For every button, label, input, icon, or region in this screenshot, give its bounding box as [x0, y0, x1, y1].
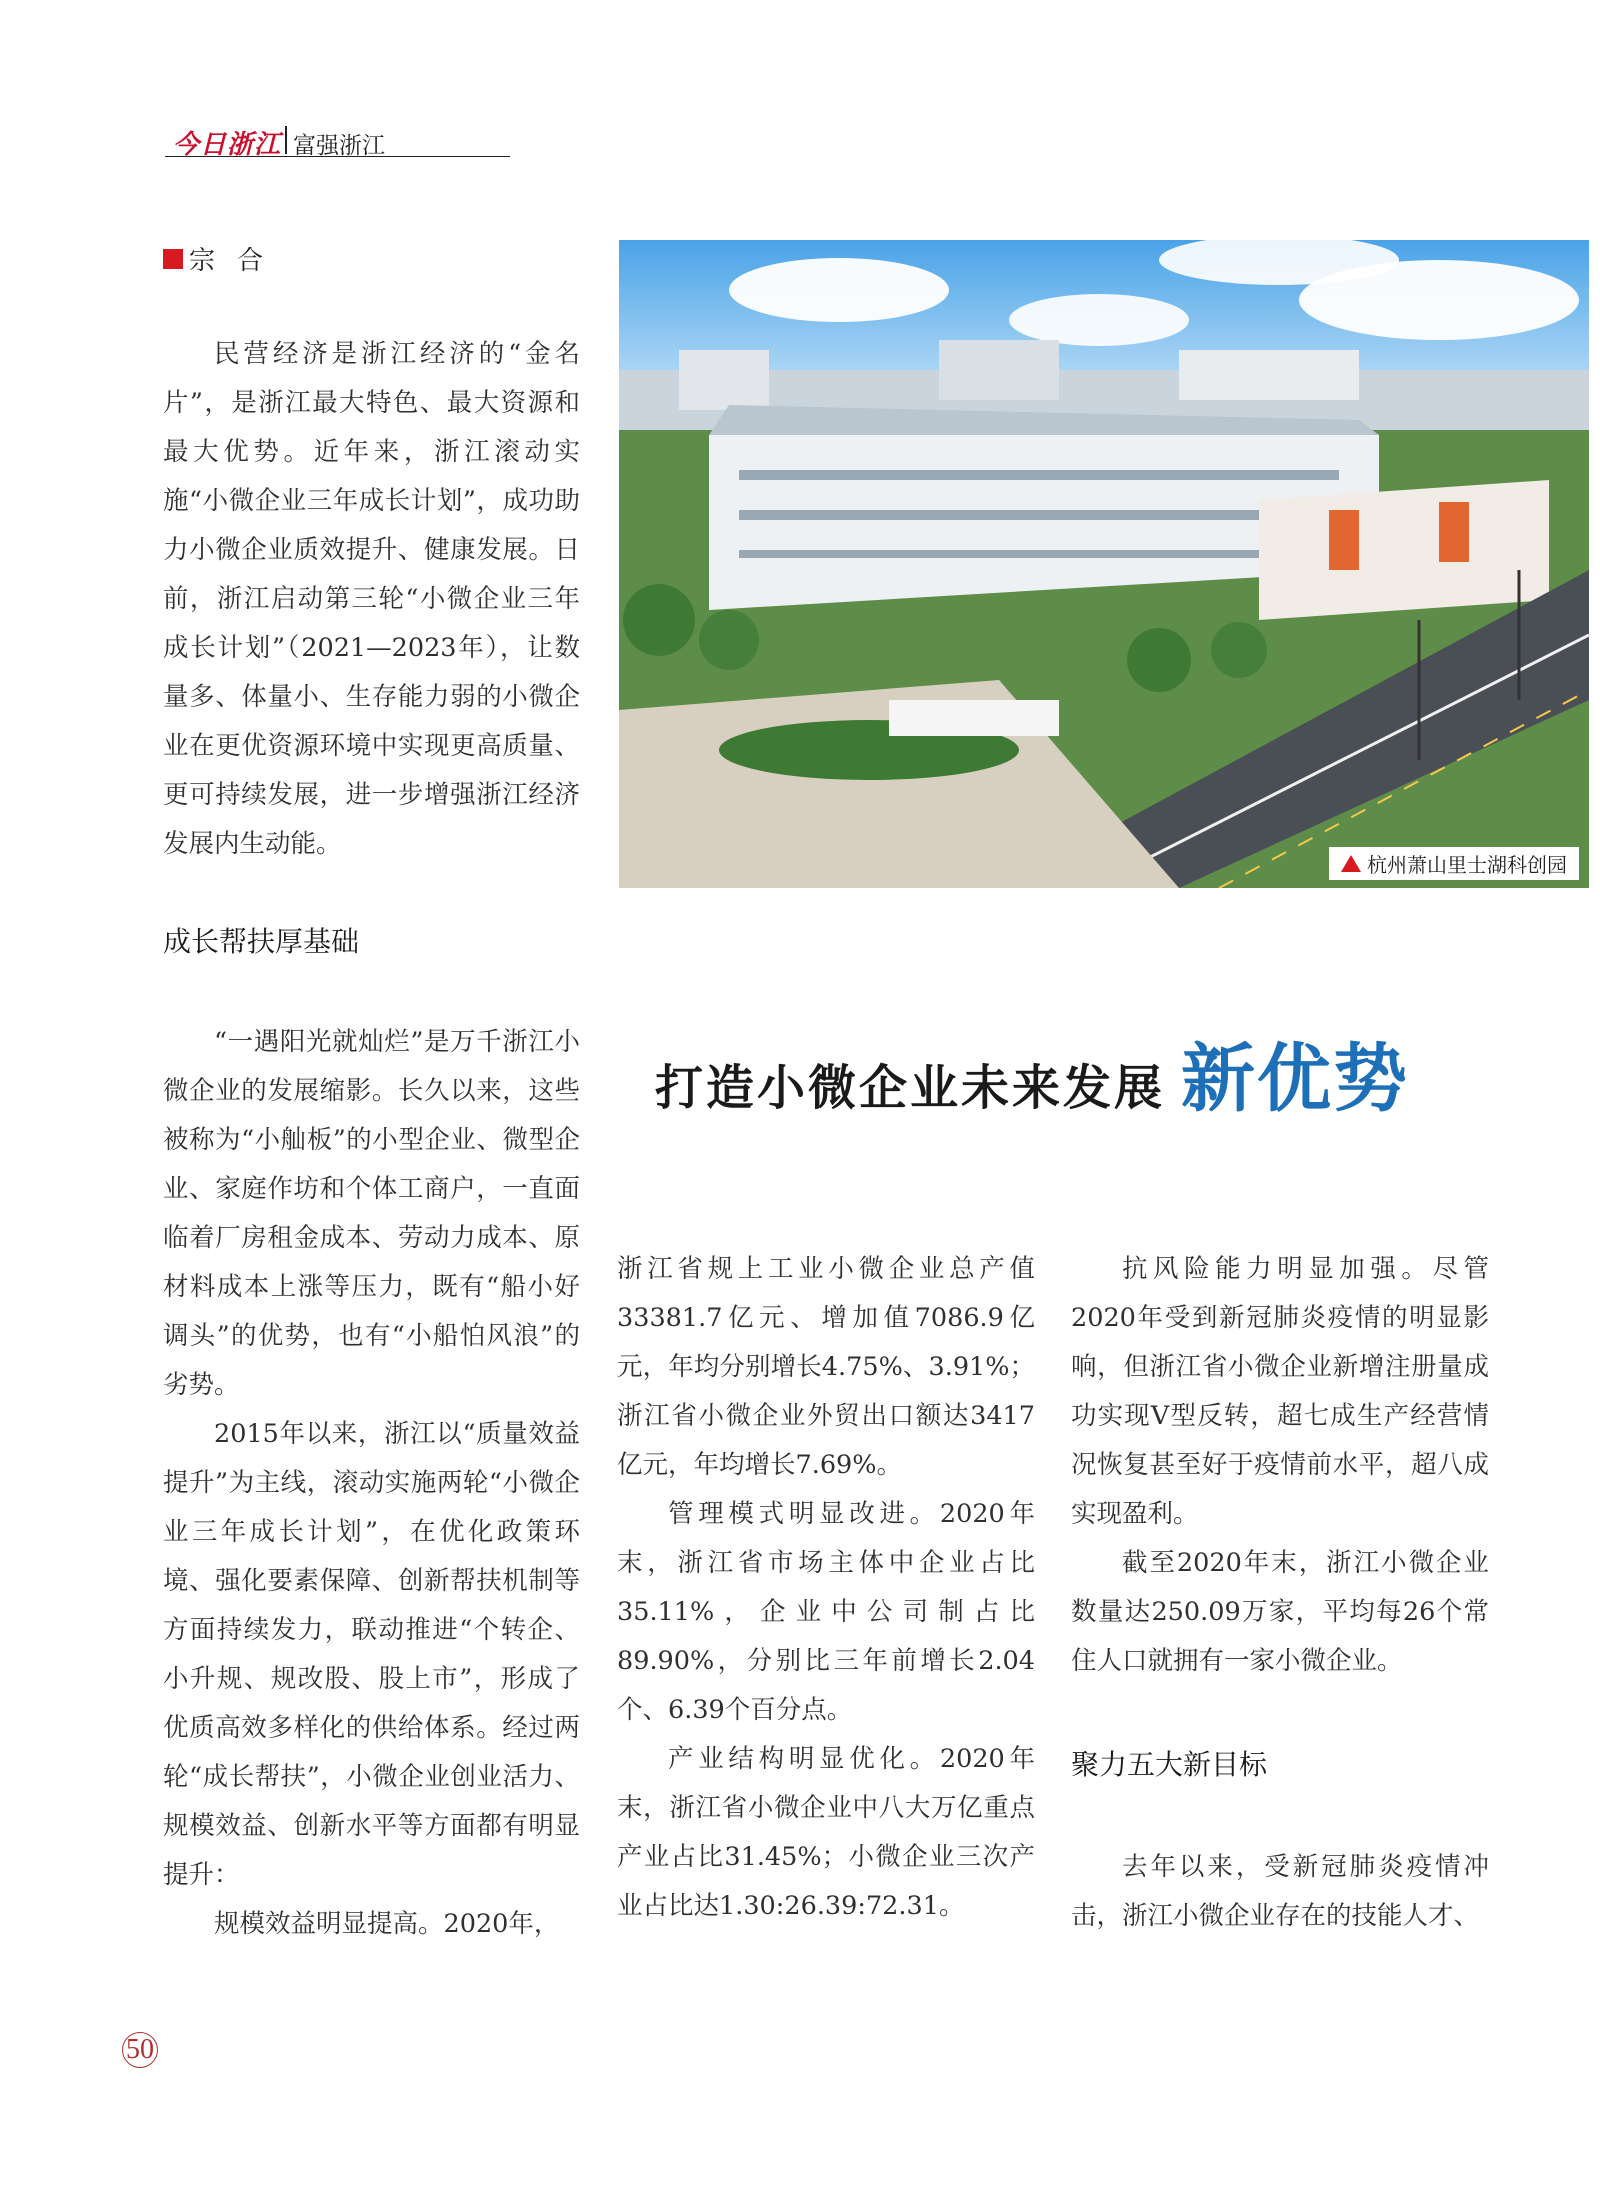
- paragraph: 2015年以来，浙江以“质量效益提升”为主线，滚动实施两轮“小微企业三年成长计划”，在优化政策环境、强化要素保障、创新帮扶机制等方面持续发力，联动推进“个转企、小升规、规改股、股上市”，形成了优质高效多样化的供给体系。经过两轮“成长帮扶”，小微企业创业活力、规模效益、创新水平等方面都有明显提升：: [163, 1419, 580, 1890]
- science-park-illustration: [619, 240, 1589, 888]
- feature-photo: [619, 240, 1589, 888]
- subheading-goals: 聚力五大新目标: [1071, 1748, 1268, 1781]
- paragraph: 管理模式明显改进。2020年末，浙江省市场主体中企业占比35.11%，企业中公司制占比89.90%，分别比三年前增长2.04个、6.39个百分点。: [617, 1499, 1035, 1725]
- paragraph: 去年以来，受新冠肺炎疫情冲击，浙江小微企业存在的技能人才、: [1071, 1852, 1489, 1931]
- paragraph: 规模效益明显提高。2020年，: [214, 1909, 560, 1939]
- header-divider: [285, 126, 287, 154]
- section-name: 富强浙江: [293, 133, 385, 159]
- page-header: [165, 120, 510, 160]
- caption-text: 杭州萧山里士湖科创园: [1367, 853, 1567, 877]
- magazine-logo: 今日浙江: [173, 130, 282, 160]
- author-name: 宗合: [189, 246, 286, 276]
- red-square-icon: [163, 249, 183, 269]
- article-title: [655, 1020, 1409, 1126]
- paragraph: 抗风险能力明显加强。尽管2020年受到新冠肺炎疫情的明显影响，但浙江省小微企业新增注册量成功实现V型反转，超七成生产经营情况恢复甚至好于疫情前水平，超八成实现盈利。: [1071, 1254, 1489, 1529]
- title-main: 打造小微企业未来发展: [655, 1060, 1166, 1116]
- column-1-intro: [163, 330, 580, 869]
- column-3-continued: [1071, 1843, 1489, 1941]
- red-triangle-icon: [1341, 855, 1361, 872]
- title-accent: 新优势: [1181, 1036, 1410, 1122]
- paragraph: 浙江省规上工业小微企业总产值33381.7亿元、增加值7086.9亿元，年均分别增长4.75%、3.91%；浙江省小微企业外贸出口额达3417亿元，年均增长7.69%。: [617, 1254, 1035, 1480]
- column-1-body: [163, 1018, 580, 1949]
- page-number: 50: [122, 2032, 158, 2068]
- column-3: [1071, 1245, 1489, 1686]
- paragraph: 民营经济是浙江经济的“金名片”，是浙江最大特色、最大资源和最大优势。近年来，浙江滚动实施“小微企业三年成长计划”，成功助力小微企业质效提升、健康发展。日前，浙江启动第三轮“小微企业三年成长计划”（2021—2023年），让数量多、体量小、生存能力弱的小微企业在更优资源环境中实现更高质量、更可持续发展，进一步增强浙江经济发展内生动能。: [163, 339, 580, 859]
- author-byline: [163, 240, 285, 277]
- paragraph: 产业结构明显优化。2020年末，浙江省小微企业中八大万亿重点产业占比31.45%；小微企业三次产业占比达1.30:26.39:72.31。: [617, 1744, 1035, 1921]
- paragraph: “一遇阳光就灿烂”是万千浙江小微企业的发展缩影。长久以来，这些被称为“小舢板”的小型企业、微型企业、家庭作坊和个体工商户，一直面临着厂房租金成本、劳动力成本、原材料成本上涨等压力，既有“船小好调头”的优势，也有“小船怕风浪”的劣势。: [163, 1027, 580, 1400]
- paragraph: 截至2020年末，浙江小微企业数量达250.09万家，平均每26个常住人口就拥有一家小微企业。: [1071, 1548, 1489, 1676]
- photo-caption: [1329, 847, 1579, 880]
- column-2: [617, 1245, 1035, 1931]
- subheading-growth: 成长帮扶厚基础: [163, 925, 360, 958]
